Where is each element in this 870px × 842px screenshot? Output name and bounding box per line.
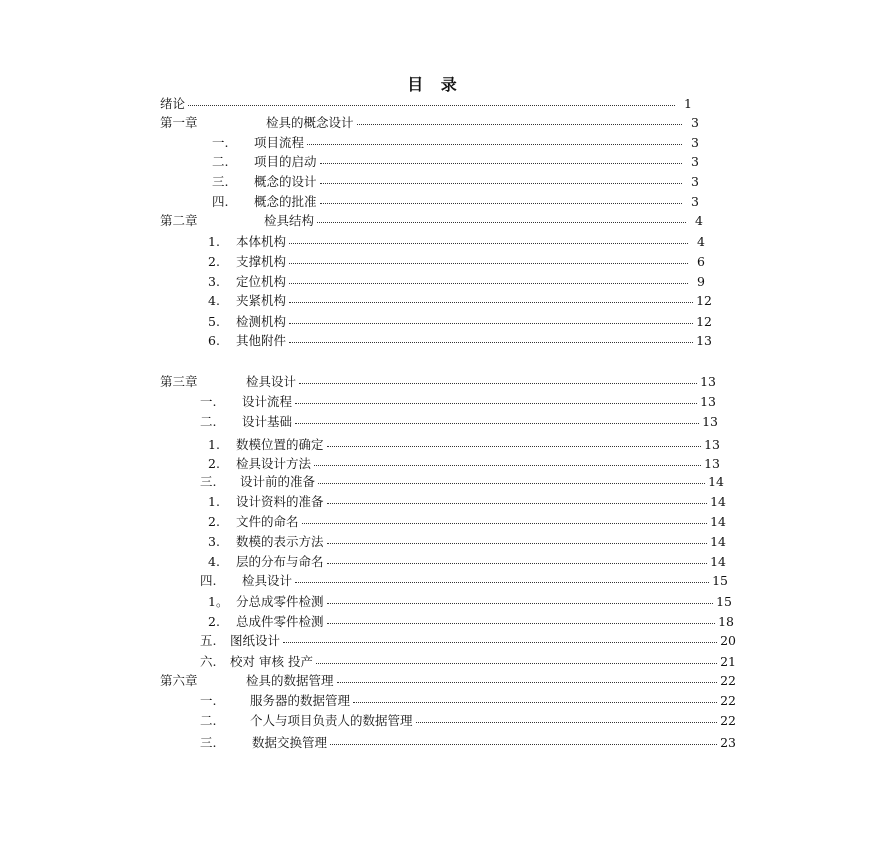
toc-page-number: 14: [710, 533, 726, 549]
toc-entry-title: 检测机构: [236, 314, 287, 329]
toc-entry[interactable]: [208, 592, 732, 610]
toc-page-number: 23: [720, 734, 736, 750]
toc-entry-number: 四.: [212, 194, 229, 209]
toc-entry[interactable]: [200, 412, 718, 430]
toc-entry-title: 检具设计方法: [236, 456, 312, 471]
toc-entry-title: 服务器的数据管理: [250, 693, 351, 708]
toc-entry[interactable]: [200, 571, 728, 589]
toc-entry[interactable]: [208, 331, 712, 349]
toc-entry-title: 设计基础: [242, 414, 293, 429]
toc-entry-number: 1.: [208, 437, 220, 452]
toc-page-number: 13: [704, 436, 720, 452]
dot-leader: [416, 722, 718, 723]
dot-leader: [327, 563, 708, 564]
toc-page-number: 12: [696, 292, 712, 308]
dot-leader: [317, 222, 686, 223]
toc-entry-label: [208, 331, 286, 349]
dot-leader: [327, 623, 716, 624]
dot-leader: [320, 163, 682, 164]
toc-entry-title: 校对 审核 投产: [230, 654, 313, 669]
toc-entry[interactable]: [200, 691, 736, 709]
toc-entry-title: 数模的表示方法: [236, 534, 324, 549]
toc-page-number: 6: [697, 253, 705, 269]
toc-entry-number: 一.: [200, 693, 217, 708]
toc-entry-number: 3.: [208, 534, 220, 549]
toc-entry-title: 项目流程: [254, 135, 305, 150]
toc-entry[interactable]: [212, 152, 699, 170]
toc-entry-title: 个人与项目负责人的数据管理: [250, 713, 413, 728]
toc-entry[interactable]: [208, 232, 705, 250]
toc-page-number: 4: [697, 233, 705, 249]
toc-entry-label: [160, 211, 314, 229]
dot-leader: [188, 105, 675, 106]
toc-entry[interactable]: [208, 512, 726, 530]
toc-page-number: 15: [712, 572, 728, 588]
toc-entry-number: 2.: [208, 254, 220, 269]
toc-entry-label: [200, 392, 292, 410]
toc-entry-number: 2.: [208, 456, 220, 471]
toc-page-number: 21: [720, 653, 736, 669]
toc-entry-title: 数模位置的确定: [236, 437, 324, 452]
toc-entry[interactable]: [200, 711, 736, 729]
toc-entry-number: 三.: [200, 735, 217, 750]
toc-entry-label: [208, 454, 311, 472]
toc-title: 目 录: [407, 75, 463, 94]
toc-entry-label: [208, 592, 324, 610]
dot-leader: [295, 423, 699, 424]
toc-page-number: 12: [696, 313, 712, 329]
toc-entry-label: [212, 192, 317, 210]
toc-entry-title: 设计资料的准备: [236, 494, 324, 509]
toc-page-number: 13: [700, 393, 716, 409]
toc-entry-title: 文件的命名: [236, 514, 299, 529]
toc-entry-title: 检具结构: [264, 213, 315, 228]
toc-entry-label: [208, 492, 324, 510]
toc-entry-title: 检具的概念设计: [266, 115, 354, 130]
toc-entry-title: 支撑机构: [236, 254, 287, 269]
toc-entry[interactable]: [208, 252, 705, 270]
toc-entry-title: 定位机构: [236, 274, 287, 289]
toc-entry-number: 5.: [208, 314, 220, 329]
toc-entry-label: [208, 532, 324, 550]
toc-entry-number: 第二章: [160, 213, 198, 228]
toc-page-number: 3: [691, 134, 699, 150]
dot-leader: [318, 483, 705, 484]
dot-leader: [353, 702, 717, 703]
toc-page-number: 1: [684, 95, 692, 111]
toc-page-number: 14: [710, 553, 726, 569]
toc-entry-title: 概念的设计: [254, 174, 317, 189]
dot-leader: [283, 642, 717, 643]
toc-page-number: 4: [695, 212, 703, 228]
toc-entry[interactable]: [200, 631, 736, 649]
toc-entry-number: 第一章: [160, 115, 198, 130]
dot-leader: [302, 523, 708, 524]
dot-leader: [327, 446, 702, 447]
toc-entry-title: 分总成零件检测: [236, 594, 324, 609]
toc-entry[interactable]: [200, 733, 736, 751]
toc-entry[interactable]: [160, 113, 699, 131]
toc-entry-title: 总成件零件检测: [236, 614, 324, 629]
toc-entry-number: 二.: [200, 414, 217, 429]
toc-entry-number: 绪论: [160, 96, 186, 111]
toc-entry-label: [200, 412, 292, 430]
toc-entry[interactable]: [160, 372, 716, 390]
toc-entry-label: [208, 232, 286, 250]
dot-leader: [289, 243, 688, 244]
toc-entry-label: [200, 631, 280, 649]
toc-entry-title: 本体机构: [236, 234, 287, 249]
toc-entry-number: 1.: [208, 494, 220, 509]
toc-page-number: 22: [720, 672, 736, 688]
toc-entry-number: 2.: [208, 614, 220, 629]
toc-entry-title: 数据交换管理: [252, 735, 328, 750]
toc-entry-number: 四.: [200, 573, 217, 588]
toc-entry-title: 夹紧机构: [236, 293, 287, 308]
toc-page-number: 14: [710, 513, 726, 529]
dot-leader: [289, 323, 693, 324]
toc-entry-label: [212, 172, 317, 190]
toc-entry-label: [208, 552, 324, 570]
toc-entry-number: 五.: [200, 633, 217, 648]
toc-entry-number: 第六章: [160, 673, 198, 688]
toc-entry[interactable]: [160, 211, 703, 229]
dot-leader: [299, 383, 697, 384]
toc-entry[interactable]: [212, 192, 699, 210]
toc-entry-title: 其他附件: [236, 333, 287, 348]
toc-entry[interactable]: [200, 652, 736, 670]
toc-entry-title: 图纸设计: [230, 633, 281, 648]
toc-entry-label: [208, 291, 286, 309]
toc-entry-number: 1.: [208, 234, 220, 249]
toc-entry[interactable]: [208, 492, 726, 510]
dot-leader: [314, 465, 701, 466]
dot-leader: [327, 503, 708, 504]
toc-entry-label: [200, 733, 327, 751]
dot-leader: [307, 144, 682, 145]
toc-entry-number: 三.: [212, 174, 229, 189]
toc-entry[interactable]: [160, 94, 692, 112]
toc-entry-label: [208, 272, 286, 290]
toc-entry[interactable]: [200, 392, 716, 410]
toc-entry[interactable]: [208, 552, 726, 570]
toc-entry-title: 概念的批准: [254, 194, 317, 209]
toc-entry[interactable]: [212, 133, 699, 151]
toc-page-number: 3: [691, 193, 699, 209]
toc-entry-number: 2.: [208, 514, 220, 529]
toc-entry-number: 六.: [200, 654, 217, 669]
toc-entry-number: 一.: [200, 394, 217, 409]
toc-entry-label: [160, 94, 185, 112]
toc-entry-title: 层的分布与命名: [236, 554, 324, 569]
dot-leader: [289, 283, 688, 284]
toc-entry-label: [200, 571, 292, 589]
toc-entry-number: 二.: [212, 154, 229, 169]
dot-leader: [316, 663, 717, 664]
dot-leader: [289, 302, 693, 303]
toc-entry-label: [200, 711, 413, 729]
toc-entry[interactable]: [208, 272, 705, 290]
toc-page-number: 15: [716, 593, 732, 609]
toc-page-number: 3: [691, 153, 699, 169]
toc-page-number: 13: [704, 455, 720, 471]
toc-entry-label: [200, 691, 350, 709]
dot-leader: [330, 744, 717, 745]
toc-entry[interactable]: [208, 312, 712, 330]
toc-entry-number: 6.: [208, 333, 220, 348]
toc-entry-number: 4.: [208, 293, 220, 308]
toc-page-number: 14: [708, 473, 724, 489]
toc-entry-title: 检具设计: [246, 374, 297, 389]
toc-entry-number: 3.: [208, 274, 220, 289]
toc-page-number: 13: [700, 373, 716, 389]
toc-entry-number: 一.: [212, 135, 229, 150]
toc-entry[interactable]: [212, 172, 699, 190]
toc-page-number: 18: [718, 613, 734, 629]
toc-entry[interactable]: [160, 671, 736, 689]
toc-entry[interactable]: [208, 532, 726, 550]
toc-page-number: 22: [720, 712, 736, 728]
dot-leader: [295, 403, 697, 404]
toc-entry-label: [208, 252, 286, 270]
toc-page-number: 14: [710, 493, 726, 509]
toc-entry-label: [208, 312, 286, 330]
toc-entry-number: 二.: [200, 713, 217, 728]
dot-leader: [337, 682, 718, 683]
toc-entry-number: 三.: [200, 474, 217, 489]
dot-leader: [320, 183, 682, 184]
toc-entry[interactable]: [208, 454, 720, 472]
toc-page-number: 3: [691, 173, 699, 189]
toc-entry-title: 项目的启动: [254, 154, 317, 169]
toc-entry-title: 设计流程: [242, 394, 293, 409]
toc-entry-title: 检具的数据管理: [246, 673, 334, 688]
toc-entry[interactable]: [200, 472, 724, 490]
toc-entry-label: [200, 652, 313, 670]
dot-leader: [357, 124, 682, 125]
toc-entry-label: [212, 133, 304, 151]
dot-leader: [327, 543, 708, 544]
toc-page-number: 13: [702, 413, 718, 429]
toc-page-number: 13: [696, 332, 712, 348]
dot-leader: [289, 342, 693, 343]
toc-entry-number: 4.: [208, 554, 220, 569]
toc-entry-number: 第三章: [160, 374, 198, 389]
toc-entry-label: [208, 435, 324, 453]
toc-entry-number: 1。: [208, 594, 229, 609]
toc-entry-label: [160, 671, 334, 689]
toc-page-number: 20: [720, 632, 736, 648]
toc-entry-label: [160, 372, 296, 390]
dot-leader: [327, 603, 714, 604]
toc-entry[interactable]: [208, 291, 712, 309]
toc-entry-title: 设计前的准备: [240, 474, 316, 489]
dot-leader: [295, 582, 709, 583]
toc-entry[interactable]: [208, 435, 720, 453]
toc-entry-title: 检具设计: [242, 573, 293, 588]
dot-leader: [320, 203, 682, 204]
toc-page-number: 3: [691, 114, 699, 130]
toc-entry[interactable]: [208, 612, 734, 630]
toc-entry-label: [212, 152, 317, 170]
toc-page-number: 9: [697, 273, 705, 289]
toc-entry-label: [200, 472, 315, 490]
toc-entry-label: [160, 113, 354, 131]
toc-entry-label: [208, 612, 324, 630]
dot-leader: [289, 263, 688, 264]
toc-entry-label: [208, 512, 299, 530]
toc-page-number: 22: [720, 692, 736, 708]
